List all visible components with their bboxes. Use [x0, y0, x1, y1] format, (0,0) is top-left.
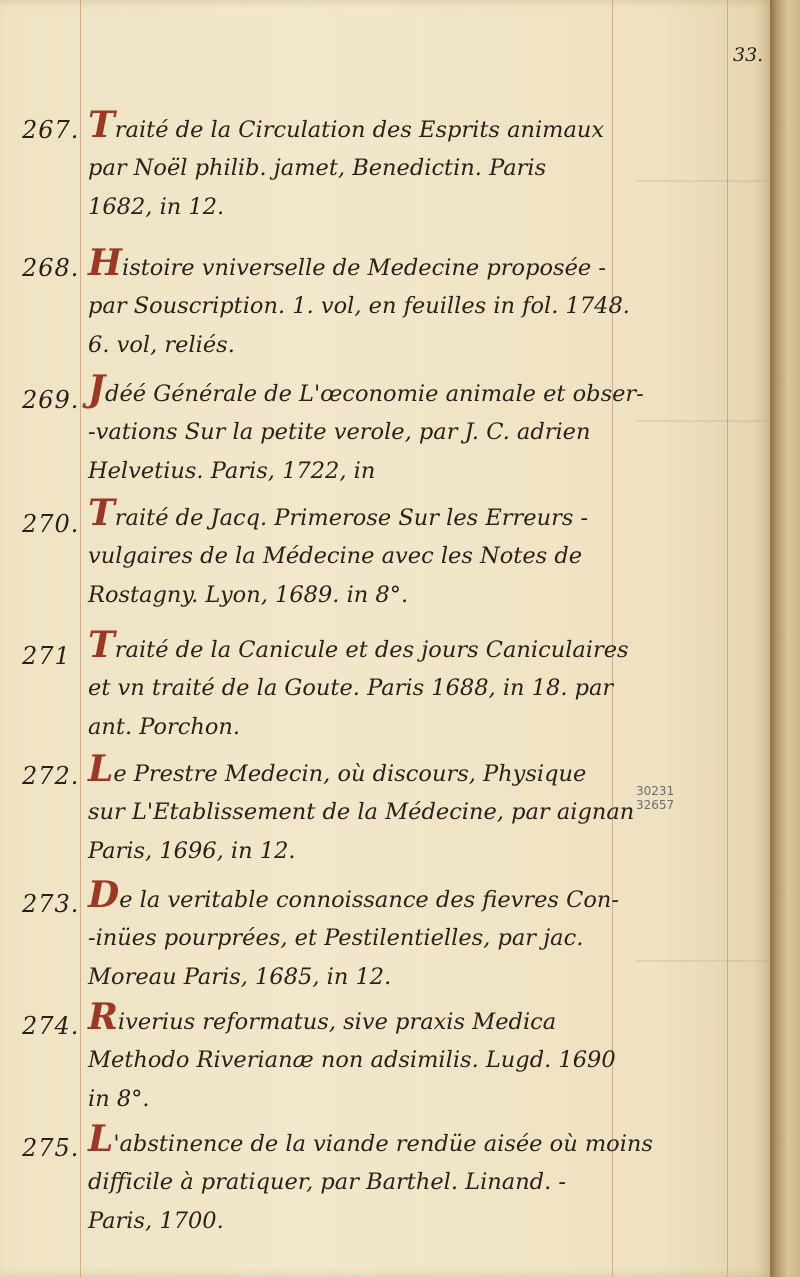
margin-note-line: 30231 [636, 784, 675, 798]
entry-number: 275. [22, 1134, 80, 1162]
entry-text [88, 368, 644, 491]
entry-line: vulgaires de la Médecine avec les Notes de [88, 543, 583, 569]
folio-number: 33. [733, 44, 764, 66]
bleed-through [636, 420, 766, 422]
bleed-through [636, 960, 766, 962]
entry-number: 273. [22, 890, 80, 918]
entry-number: 271 [22, 642, 71, 670]
entry-line: iverius reformatus, sive praxis Medica [117, 1009, 557, 1035]
entry-initial: H [88, 242, 123, 284]
entry-text [88, 1118, 653, 1241]
entry-initial: L [88, 1118, 114, 1160]
entry-line: istoire vniverselle de Medecine proposée - [122, 255, 606, 281]
entry-number: 274. [22, 1012, 80, 1040]
entry-line: 1682, in 12. [88, 194, 225, 220]
book-gutter [770, 0, 800, 1277]
entry-line: -inües pourprées, et Pestilentielles, par jac. [88, 925, 584, 951]
entry-line: Paris, 1700. [88, 1208, 224, 1234]
entry-initial: D [88, 874, 120, 916]
entry-line: déé Générale de L'œconomie animale et obser- [105, 381, 644, 407]
entry-initial: L [88, 748, 114, 790]
outer-margin-rule [727, 0, 728, 1277]
entry-line: in 8°. [88, 1086, 150, 1112]
entry-number: 267. [22, 116, 80, 144]
entry-line: difficile à pratiquer, par Barthel. Linand. - [88, 1169, 566, 1195]
entry-line: -vations Sur la petite verole, par J. C. adrien [88, 419, 591, 445]
entry-number: 269. [22, 386, 80, 414]
entry-line: par Noël philib. jamet, Benedictin. Paris [88, 155, 547, 181]
entry-initial: J [88, 368, 106, 410]
entry-initial: T [88, 624, 115, 666]
entry-initial: T [88, 492, 115, 534]
bleed-through [636, 180, 766, 182]
entry-line: 6. vol, reliés. [88, 332, 235, 358]
entry-text [88, 492, 628, 615]
entry-line: e Prestre Medecin, où discours, Physique [113, 761, 587, 787]
entry-text [88, 996, 628, 1119]
entry-text [88, 242, 630, 365]
entry-line: e la veritable connoissance des fievres Con- [119, 887, 619, 913]
left-margin-rule [80, 0, 81, 1277]
entry-number: 268. [22, 254, 80, 282]
entry-line: ant. Porchon. [88, 714, 241, 740]
entry-line: Rostagny. Lyon, 1689. in 8°. [88, 582, 409, 608]
entry-line: raité de la Canicule et des jours Caniculaires [114, 637, 629, 663]
entry-line: raité de Jacq. Primerose Sur les Erreurs - [114, 505, 589, 531]
margin-note-line: 32657 [636, 798, 675, 812]
entry-line: et vn traité de la Goute. Paris 1688, in 18. par [88, 675, 614, 701]
entry-line: Paris, 1696, in 12. [88, 838, 296, 864]
entry-text [88, 104, 628, 227]
entry-text [88, 748, 635, 871]
pencil-margin-note [636, 784, 674, 812]
entry-text [88, 874, 628, 997]
entry-line: raité de la Circulation des Esprits animaux [114, 117, 605, 143]
entry-line: par Souscription. 1. vol, en feuilles in fol. 1748. [88, 293, 630, 319]
entry-number: 270. [22, 510, 80, 538]
entry-initial: R [88, 996, 118, 1038]
entry-line: 'abstinence de la viande rendüe aisée où moins [113, 1131, 653, 1157]
entry-line: Moreau Paris, 1685, in 12. [88, 964, 392, 990]
entry-line: sur L'Etablissement de la Médecine, par aignan [88, 799, 635, 825]
entry-initial: T [88, 104, 115, 146]
entry-line: Helvetius. Paris, 1722, in [88, 458, 376, 484]
entry-number: 272. [22, 762, 80, 790]
entry-line: Methodo Riverianæ non adsimilis. Lugd. 1690 [88, 1047, 616, 1073]
entry-text [88, 624, 629, 747]
